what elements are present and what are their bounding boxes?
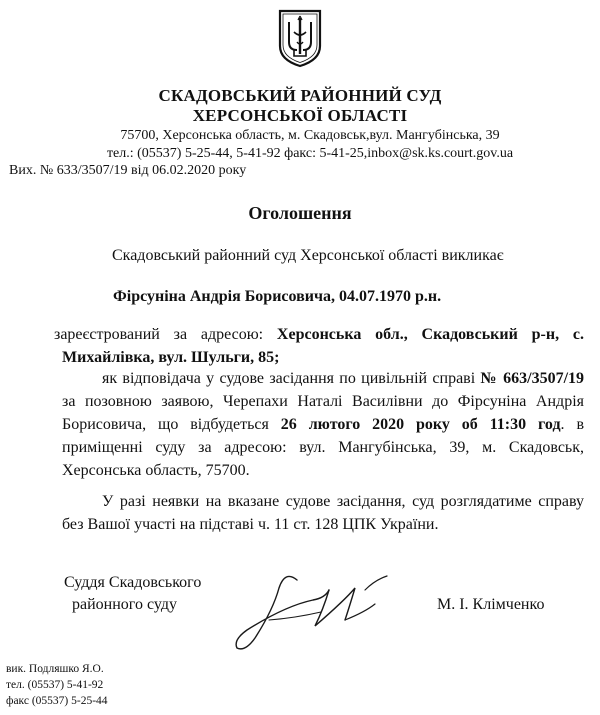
summons-paragraph [62,367,584,482]
warning-paragraph: У разі неявки на вказане судове засідання, суд розглядатиме справу без Вашої участі на підставі ч. 11 ст. 128 ЦПК України. [62,493,584,533]
court-contacts: тел.: (05537) 5-25-44, 5-41-92 факс: 5-41-25,inbox@sk.ks.court.gov.ua [106,146,514,161]
outgoing-number: Вих. № 633/3507/19 від 06.02.2020 року [9,163,247,178]
registered-prefix: зареєстрований за адресою: [54,326,277,343]
intro-text: Скадовський районний суд Херсонської області викликає [112,247,504,264]
summons-part3: . в приміщенні суду за адресою: вул. Мангубінська, 39, м. Скадовськ, Херсонська область, 75700. [62,416,585,479]
summoned-person: Фірсуніна Андрія Борисовича, 04.07.1970 р.н. [113,288,442,305]
judge-name: М. І. Клімченко [437,596,545,613]
court-address: 75700, Херсонська область, м. Скадовськ,вул. Мангубінська, 39 [120,128,500,143]
registered-address-paragraph [54,323,584,369]
executor-fax: факс (05537) 5-25-44 [6,695,108,707]
summons-part2: за позовною заявою, Черепахи Наталі Василівни до Фірсуніна Андрія Борисовича, що відбудеться [62,393,584,433]
hearing-datetime: 26 лютого 2020 року об 11:30 год [280,416,561,433]
court-name-line2: ХЕРСОНСЬКОЇ ОБЛАСТІ [192,106,408,125]
court-name-line1: СКАДОВСЬКИЙ РАЙОННИЙ СУД [158,86,442,105]
executor-name: вик. Подляшко Я.О. [6,663,104,675]
case-number: № 663/3507/19 [480,370,585,387]
summons-part1: як відповідача у судове засідання по цивільній справі [102,370,481,387]
judge-role-line1: Суддя Скадовського [64,574,202,591]
handwritten-signature [225,560,395,660]
ukraine-trident-emblem-icon [277,8,323,68]
document-title: Оголошення [248,203,352,223]
registered-address: Херсонська обл., Скадовський р-н, с. Михайлівка, вул. Шульги, 85; [62,326,584,366]
executor-phone: тел. (05537) 5-41-92 [6,679,104,691]
judge-role-line2: районного суду [72,596,177,613]
